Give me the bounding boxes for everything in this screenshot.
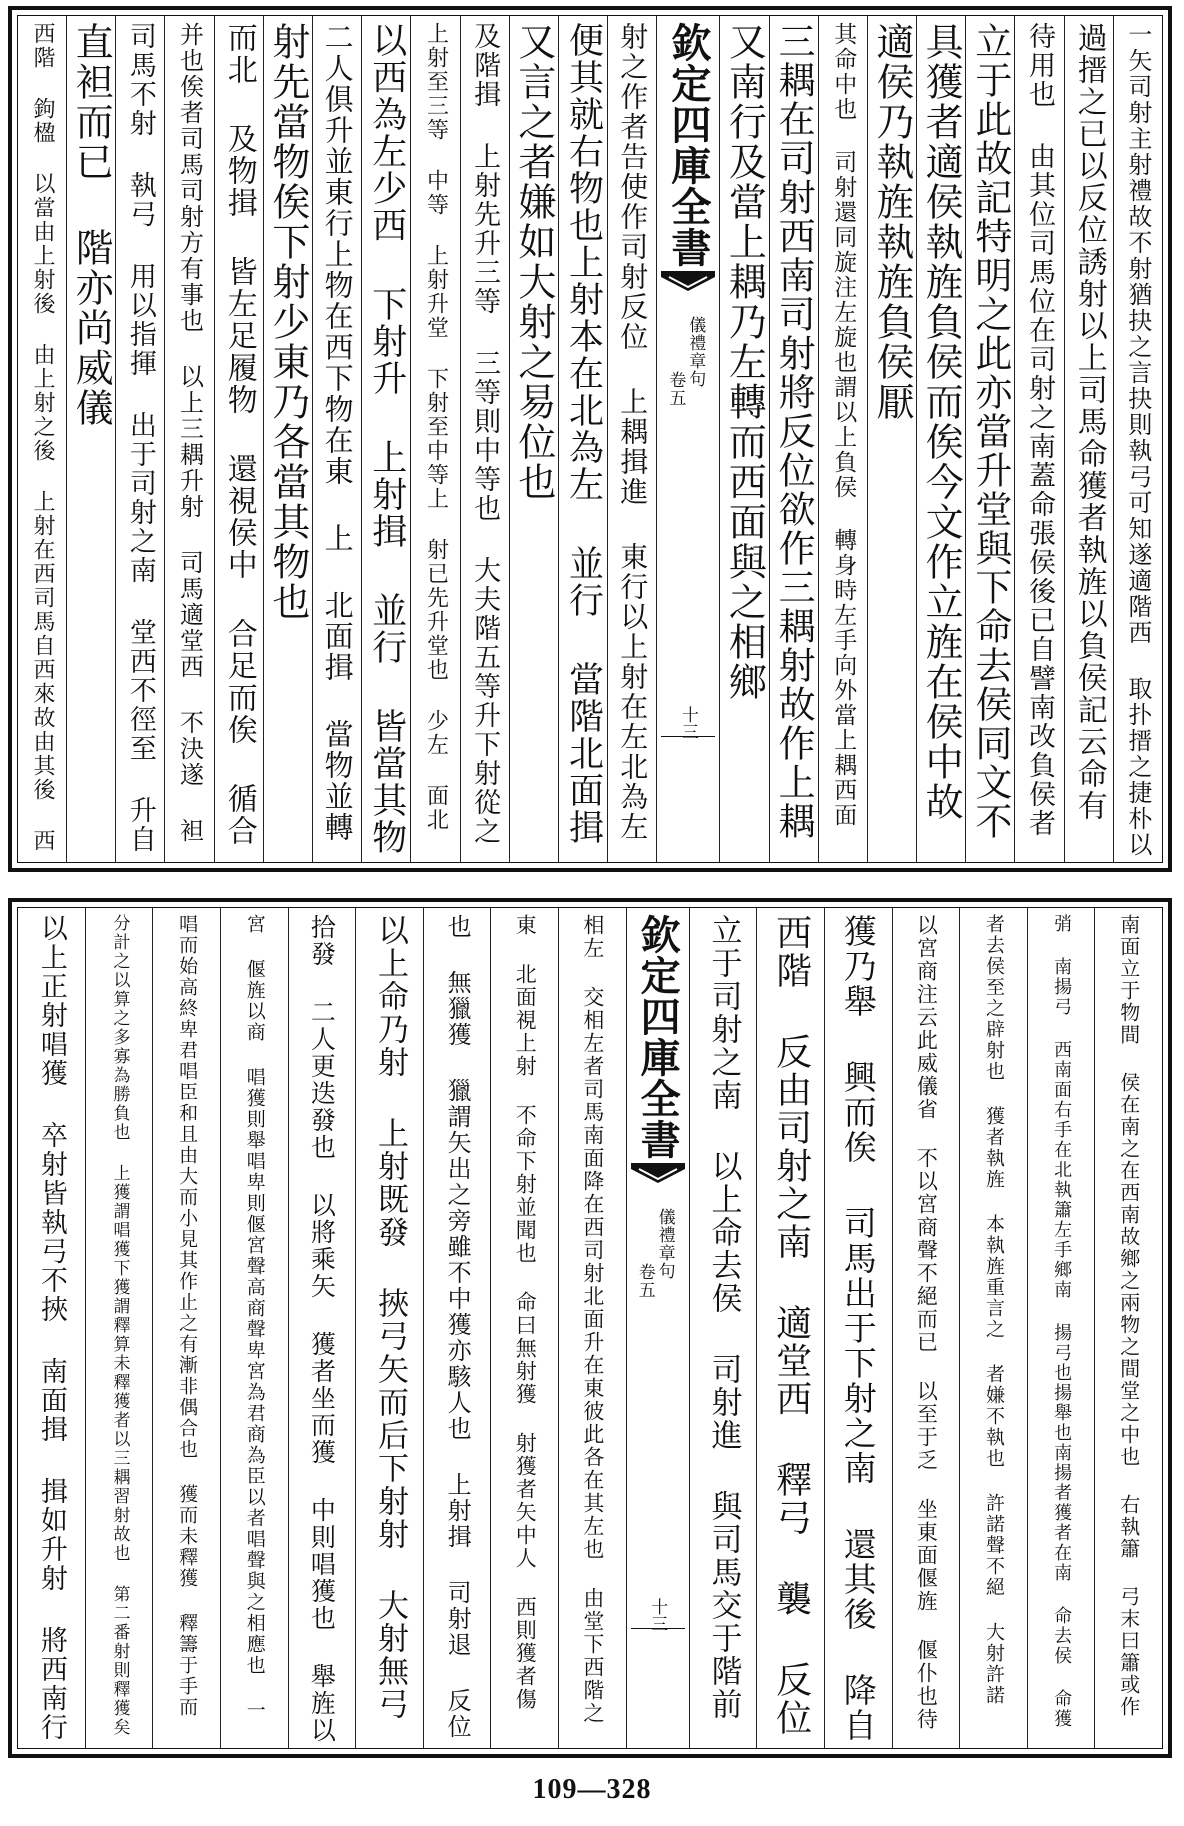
column-text: 相左 交相左者司馬南面降在西司射北面升在東彼此各在其左也 由堂下西階之	[580, 914, 605, 1725]
column-text: 三耦在司射西南司射將反位欲作三耦射故作上耦	[772, 22, 816, 841]
book-series-title: 欽定四庫全書	[664, 22, 712, 268]
upper-page-frame	[17, 15, 1163, 863]
leaf-number: 十三	[647, 1598, 668, 1632]
book-name: 儀禮章句	[654, 1208, 675, 1280]
column-text: 司馬不射 執弓 用以指揮 出于司射之南 堂西不徑至 升自	[124, 22, 156, 854]
column-text: 以宮商注云此威儀省 不以宮商聲不絕而已 以至于乏 坐東面偃旌 偃仆也待	[914, 914, 939, 1731]
text-column	[356, 908, 424, 1748]
text-column	[510, 16, 559, 862]
column-text: 上射至三等 中等 上射升堂 下射至中等上 射已先升堂也 少左 面北	[423, 22, 449, 832]
text-column	[313, 16, 362, 862]
column-text: 又言之者嫌如大射之易位也	[511, 22, 556, 502]
volume-label: 卷五	[634, 1263, 655, 1299]
text-column	[289, 908, 357, 1748]
text-column	[720, 16, 769, 862]
column-text: 分計之以算之多寡為勝負也 上獲謂唱獲下獲謂釋算未釋獲者以三耦習射故也 第二番射則釋獲矣	[109, 914, 130, 1737]
leaf-number: 十三	[677, 706, 698, 740]
text-column	[67, 16, 116, 862]
text-column	[153, 908, 221, 1748]
column-text: 待用也 由其位司馬位在司射之南蓋命張侯後已自譬南改負侯者	[1024, 22, 1056, 838]
book-name: 儀禮章句	[685, 316, 706, 388]
text-column	[18, 908, 86, 1748]
text-column	[559, 908, 627, 1748]
column-text: 適侯乃執旌執旌負侯厭	[869, 22, 914, 422]
column-text: 宮 偃旌以商 唱獲則舉唱卑則偃宮聲高商聲卑宮為君商為臣以者唱聲與之相應也 一	[243, 914, 266, 1721]
column-text: 直袒而已 階亦尚威儀	[69, 22, 114, 428]
text-column	[868, 16, 917, 862]
column-text: 射先當物俟下射少東乃各當其物也	[265, 22, 310, 622]
text-column	[411, 16, 460, 862]
volume-label: 卷五	[665, 371, 686, 407]
text-column	[362, 16, 411, 862]
column-text: 以上命乃射 上射既發 挾弓矢而后下射射 大射無弓	[371, 914, 408, 1721]
text-column	[1095, 908, 1162, 1748]
text-column	[893, 908, 961, 1748]
text-column	[1114, 16, 1162, 862]
center-fold-column	[627, 908, 690, 1748]
lower-page-columns	[18, 908, 1162, 1748]
text-column	[1065, 16, 1114, 862]
column-text: 射之作者告使作司射反位 上耦揖進 東行以上射在左北為左	[616, 22, 650, 842]
fishtail-mark-icon	[661, 271, 715, 293]
column-text: 弰 南揚弓 西南面右手在北執簫左手鄉南 揚弓也揚舉也南揚者獲者在南 命去侯 命獲	[1051, 914, 1073, 1729]
column-text: 南面立于物間 侯在南之在西南故鄉之兩物之間堂之中也 右執簫 弓末曰簫或作	[1116, 914, 1141, 1718]
column-text: 便其就右物也上射本在北為左 並行 當階北面揖	[563, 22, 604, 846]
column-text: 二人俱升並東行上物在西下物在東 上 北面揖 當物並轉	[320, 22, 355, 843]
text-column	[116, 16, 165, 862]
text-column	[1028, 908, 1096, 1748]
column-text: 及階揖 上射先升三等 三等則中等也 大夫階五等升下射從之	[469, 22, 501, 846]
lower-page	[8, 898, 1172, 1758]
column-text: 立于此故記特明之此亦當升堂與下命去侯同文不	[968, 22, 1012, 841]
column-text: 唱而始高終卑君唱臣和且由大而小見其作止之有漸非偶合也 獲而未釋獲 釋籌于手而	[176, 914, 199, 1718]
column-text: 并也俟者司馬司射方有事也 以上三耦升射 司馬適堂西 不決遂 袒	[175, 22, 204, 844]
text-column	[221, 908, 289, 1748]
text-column	[608, 16, 657, 862]
text-column	[960, 908, 1028, 1748]
column-text: 東 北面視上射 不命下射並聞也 命曰無射獲 射獲者矢中人 西則獲者傷	[513, 914, 538, 1711]
column-text: 一矢司射主射禮故不射猶抉之言抉則執弓可知遂適階西 取扑搢之捷朴以	[1123, 22, 1152, 858]
text-column	[690, 908, 758, 1748]
text-column	[86, 908, 154, 1748]
text-column	[424, 908, 492, 1748]
center-fold-column	[657, 16, 720, 862]
footer-page-label: 109—328	[532, 1774, 652, 1805]
text-column	[18, 16, 67, 862]
text-column	[819, 16, 868, 862]
text-column	[757, 908, 825, 1748]
column-text: 獲乃舉 興而俟 司馬出于下射之南 還其後 降自	[838, 914, 878, 1743]
column-text: 以上正射唱獲 卒射皆執弓不挾 南面揖 揖如升射 將西南行	[35, 914, 67, 1742]
column-text: 西階 反由司射之南 適堂西 釋弓 襲 反位	[770, 914, 812, 1737]
text-column	[461, 16, 510, 862]
text-column	[491, 908, 559, 1748]
book-series-title: 欽定四庫全書	[634, 914, 682, 1160]
column-text: 過搢之已以反位誘射以上司馬命獲者執旌以負侯記云命有	[1071, 22, 1107, 822]
text-column	[1015, 16, 1064, 862]
text-column	[559, 16, 608, 862]
fishtail-mark-icon	[631, 1163, 685, 1185]
lower-page-frame	[17, 907, 1163, 1749]
column-text: 具獲者適侯執旌負侯而俟今文作立旌在侯中故	[919, 22, 964, 822]
column-text: 拾發 二人更迭發也 以將乘矢 獲者坐而獲 中則唱獲也 舉旌以	[307, 914, 337, 1744]
column-text: 立于司射之南 以上命去侯 司射進 與司馬交于階前	[705, 914, 742, 1721]
text-column	[264, 16, 313, 862]
text-column	[770, 16, 819, 862]
text-column	[917, 16, 966, 862]
text-column	[215, 16, 264, 862]
column-text: 而北 及物揖 皆左足履物 還視侯中 合足而俟 循合	[221, 22, 257, 847]
text-column	[165, 16, 214, 862]
column-text: 西階 鉤楹 以當由上射後 由上射之後 上射在西司馬自西來故由其後 西	[29, 22, 55, 853]
column-text: 又南行及當上耦乃左轉而西面與之相鄉	[722, 22, 767, 702]
text-column	[966, 16, 1015, 862]
column-text: 以西為左少西 下射升 上射揖 並行 皆當其物	[366, 22, 407, 856]
upper-page	[8, 6, 1172, 872]
column-text: 者去侯至之辟射也 獲者執旌 本執旌重言之 者嫌不執也 許諾聲不絕 大射許諾	[982, 914, 1005, 1706]
upper-page-columns	[18, 16, 1162, 862]
column-text: 其命中也 司射還同旋注左旋也謂以上負侯 轉身時左手向外當上耦西面	[830, 22, 857, 828]
column-text: 也 無獵獲 獵謂矢出之旁雖不中獲亦駭人也 上射揖 司射退 反位	[443, 914, 472, 1740]
text-column	[825, 908, 893, 1748]
